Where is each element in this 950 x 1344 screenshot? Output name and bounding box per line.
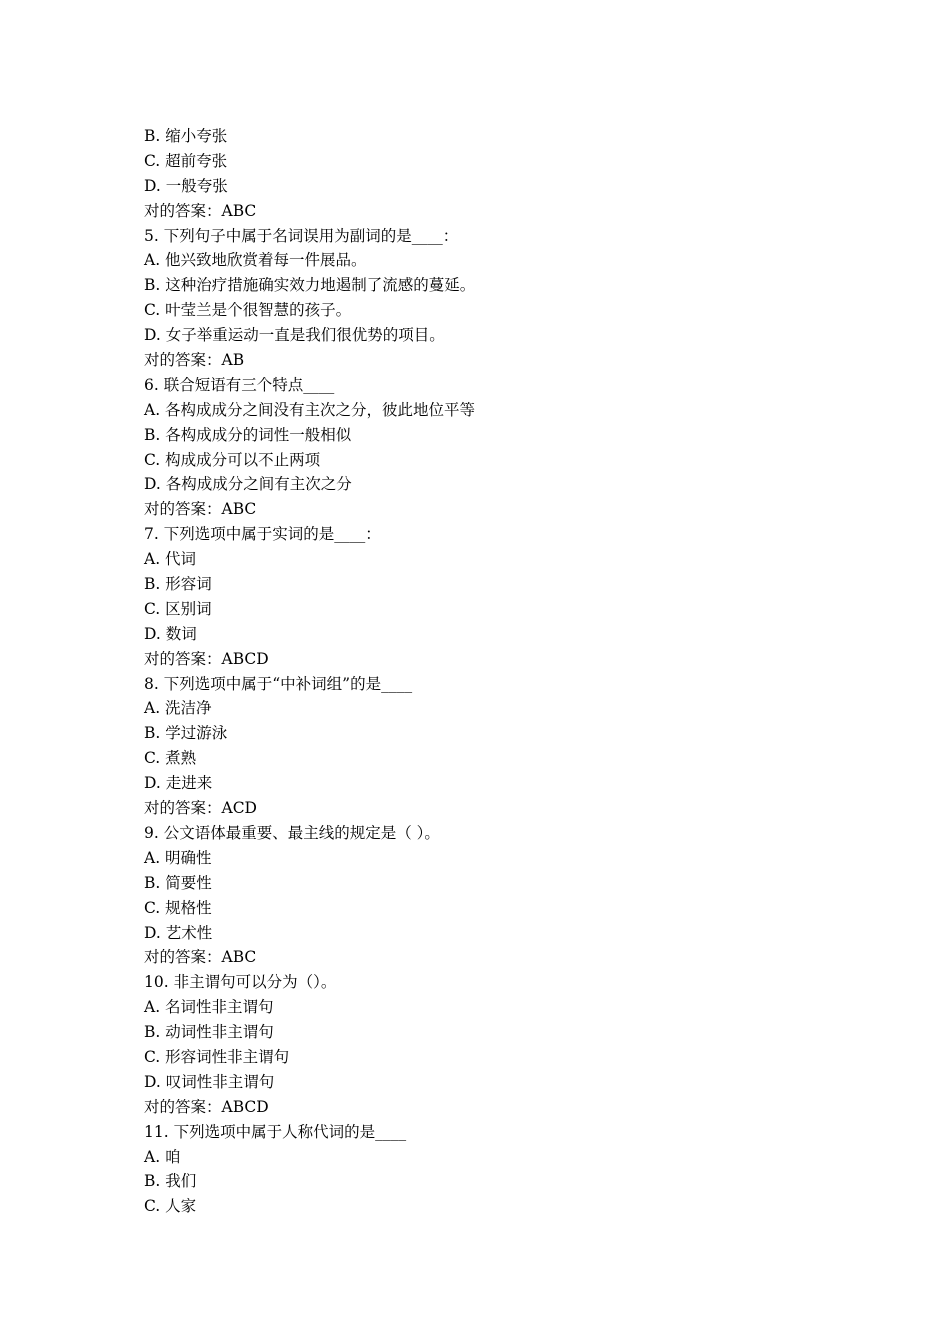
option-line: A. 明确性 bbox=[144, 848, 212, 867]
question-line: 10. 非主谓句可以分为（）。 bbox=[144, 973, 337, 992]
option-line: B. 简要性 bbox=[144, 873, 212, 892]
answer-line: 对的答案：AB bbox=[144, 351, 245, 370]
question-line: 5. 下列句子中属于名词误用为副词的是____： bbox=[144, 226, 459, 245]
option-line: B. 动词性非主谓句 bbox=[144, 1023, 274, 1042]
option-line: B. 这种治疗措施确实效力地遏制了流感的蔓延。 bbox=[144, 276, 476, 295]
answer-line: 对的答案：ABCD bbox=[144, 649, 269, 668]
option-line: D. 一般夸张 bbox=[144, 176, 228, 195]
option-line: C. 区别词 bbox=[144, 599, 212, 618]
option-line: A. 代词 bbox=[144, 550, 197, 569]
option-line: A. 各构成成分之间没有主次之分，彼此地位平等 bbox=[144, 400, 476, 419]
option-line: D. 各构成成分之间有主次之分 bbox=[144, 475, 352, 494]
option-line: A. 他兴致地欣赏着每一件展品。 bbox=[144, 251, 367, 270]
question-line: 6. 联合短语有三个特点____ bbox=[144, 375, 335, 394]
question-line: 8. 下列选项中属于“中补词组”的是____ bbox=[144, 674, 413, 693]
option-line: A. 名词性非主谓句 bbox=[144, 998, 274, 1017]
option-line: B. 各构成成分的词性一般相似 bbox=[144, 425, 352, 444]
option-line: D. 走进来 bbox=[144, 774, 213, 793]
answer-line: 对的答案：ABC bbox=[144, 948, 257, 967]
option-line: C. 形容词性非主谓句 bbox=[144, 1047, 290, 1066]
question-list bbox=[144, 124, 844, 1219]
option-line: B. 我们 bbox=[144, 1172, 197, 1191]
question-line: 11. 下列选项中属于人称代词的是____ bbox=[144, 1122, 407, 1141]
option-line: C. 构成成分可以不止两项 bbox=[144, 450, 321, 469]
option-line: C. 煮熟 bbox=[144, 749, 197, 768]
answer-line: 对的答案：ABCD bbox=[144, 1097, 269, 1116]
option-line: D. 数词 bbox=[144, 624, 197, 643]
option-line: A. 洗洁净 bbox=[144, 699, 212, 718]
option-line: B. 形容词 bbox=[144, 575, 212, 594]
option-line: C. 人家 bbox=[144, 1197, 197, 1216]
option-line: C. 超前夸张 bbox=[144, 151, 228, 170]
question-line: 9. 公文语体最重要、最主线的规定是（ ）。 bbox=[144, 823, 440, 842]
option-line: D. 艺术性 bbox=[144, 923, 213, 942]
option-line: B. 学过游泳 bbox=[144, 724, 228, 743]
question-line: 7. 下列选项中属于实词的是____： bbox=[144, 525, 381, 544]
option-line: B. 缩小夸张 bbox=[144, 127, 228, 145]
answer-line: 对的答案：ABC bbox=[144, 201, 257, 220]
option-line: C. 规格性 bbox=[144, 898, 212, 917]
option-line: A. 咱 bbox=[144, 1147, 181, 1166]
option-line: D. 女子举重运动一直是我们很优势的项目。 bbox=[144, 326, 445, 345]
option-line: C. 叶莹兰是个很智慧的孩子。 bbox=[144, 301, 352, 320]
answer-line: 对的答案：ABC bbox=[144, 500, 257, 519]
option-line: D. 叹词性非主谓句 bbox=[144, 1072, 275, 1091]
answer-line: 对的答案：ACD bbox=[144, 799, 257, 818]
